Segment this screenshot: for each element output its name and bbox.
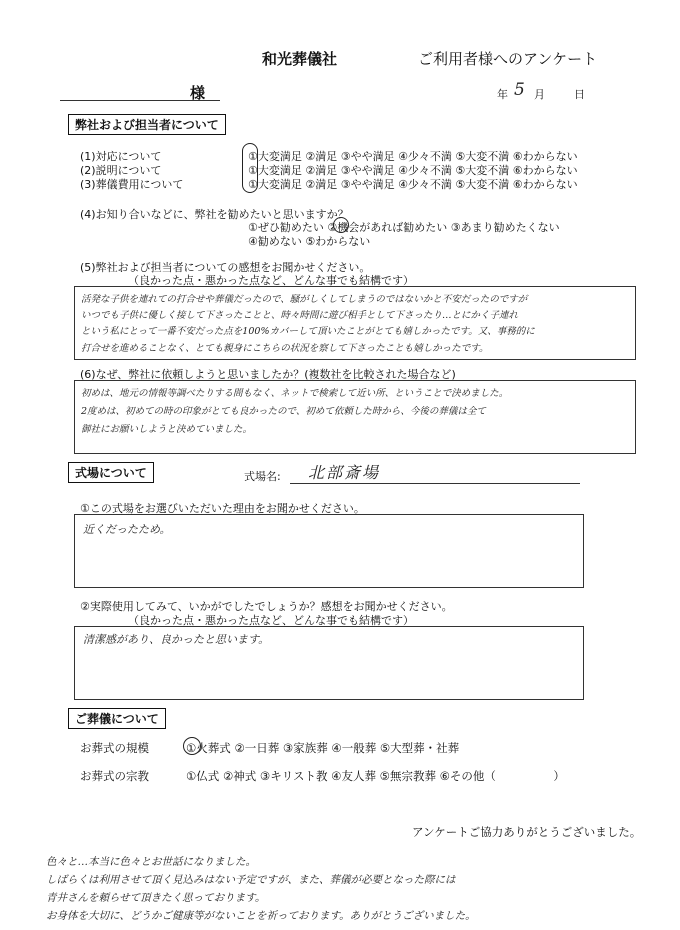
rating-label-1: (1)対応について (80, 150, 162, 163)
venue-q1-answer: 近くだったため。 (83, 523, 171, 536)
venue-q1: ①この式場をお選びいただいた理由をお聞かせください。 (80, 502, 365, 515)
company-name: 和光葬儀社 (262, 50, 338, 68)
date-month-value: 5 (514, 80, 527, 100)
rating-label-3: (3)葬儀費用について (80, 178, 184, 191)
date-month-label: 月 (534, 88, 545, 101)
rating-label-2: (2)説明について (80, 164, 162, 177)
q4-question: (4)お知り合いなどに、弊社を勧めたいと思いますか？ (80, 208, 349, 221)
survey-title: ご利用者様へのアンケート (418, 50, 598, 68)
religion-options: ①仏式 ②神式 ③キリスト教 ④友人葬 ⑤無宗教葬 ⑥その他（ ） (186, 769, 565, 783)
q6-answer-line-1: 初めは、地元の情報等調べたりする間もなく、ネットで検索して近い所、ということで決めました。 (81, 388, 509, 399)
sama-label: 様 (190, 84, 206, 102)
section-funeral-title: ご葬儀について (68, 708, 166, 729)
scale-options: ①火葬式 ②一日葬 ③家族葬 ④一般葬 ⑤大型葬・社葬 (186, 741, 460, 755)
q4-selection-circle (333, 217, 349, 233)
q5-answer-line-2: いつでも子供に優しく接して下さったことと、時々時間に遊び相手として下さったり…とにかく子連れ (81, 310, 519, 321)
venue-label: 式場名: (244, 470, 281, 483)
q4-options-line2: ④勧めない ⑤わからない (248, 235, 371, 248)
scale-label: お葬式の規模 (80, 741, 149, 755)
q5-answer-line-3: という私にとって一番不安だった点を100%カバーして頂いたことがとても嬉しかったです。又、事務的に (81, 326, 535, 337)
venue-q2-answer-box (74, 626, 584, 700)
rating-selection-circle (242, 143, 258, 193)
closing-note-line-3: 青井さんを頼らせて頂きたく思っております。 (46, 892, 266, 904)
thanks-text: アンケートご協力ありがとうございました。 (412, 825, 642, 839)
date-year-label: 年 (497, 88, 508, 101)
venue-value: 北部斎場 (308, 463, 381, 482)
q6-question: (6)なぜ、弊社に依頼しようと思いましたか？(複数社を比較された場合など) (80, 368, 456, 381)
venue-q2: ②実際使用してみて、いかがでしたでしょうか？感想をお聞かせください。 (80, 600, 453, 613)
q6-answer-line-3: 御社にお願いしようと決めていました。 (81, 424, 253, 435)
venue-q2-answer: 清潔感があり、良かったと思います。 (83, 633, 270, 646)
venue-q2-subtitle: （良かった点・悪かった点など、どんな事でも結構です） (128, 614, 414, 627)
q5-answer-box (74, 286, 636, 360)
religion-label: お葬式の宗教 (80, 769, 149, 783)
venue-q1-answer-box (74, 514, 584, 588)
rating-options-1: ①大変満足 ②満足 ③やや満足 ④少々不満 ⑤大変不満 ⑥わからない (248, 150, 578, 163)
q6-answer-line-2: 2度めは、初めての時の印象がとても良かったので、初めて依頼した時から、今後の葬儀は全て (81, 406, 486, 417)
scale-selection-circle (183, 737, 201, 755)
venue-underline (290, 483, 580, 484)
rating-options-2: ①大変満足 ②満足 ③やや満足 ④少々不満 ⑤大変不満 ⑥わからない (248, 164, 578, 177)
q5-answer-line-1: 活発な子供を連れての打合せや葬儀だったので、騒がしくしてしまうのではないかと不安だったのですが (81, 294, 528, 305)
section-company-title: 弊社および担当者について (68, 114, 226, 135)
q4-options-line1: ①ぜひ勧めたい ②機会があれば勧めたい ③あまり勧めたくない (248, 221, 560, 234)
q6-answer-box (74, 380, 636, 454)
closing-note-line-4: お身体を大切に、どうかご健康等がないことを祈っております。ありがとうございました。 (46, 910, 476, 922)
closing-note-line-1: 色々と…本当に色々とお世話になりました。 (46, 856, 256, 868)
q5-answer-line-4: 打合せを進めることなく、とても親身にこちらの状況を察して下さったことも嬉しかったです。 (81, 343, 489, 354)
date-day-label: 日 (574, 88, 585, 101)
q5-question: (5)弊社および担当者についての感想をお聞かせください。 (80, 261, 371, 274)
rating-options-3: ①大変満足 ②満足 ③やや満足 ④少々不満 ⑤大変不満 ⑥わからない (248, 178, 578, 191)
closing-note-line-2: しばらくは利用させて頂く見込みはない予定ですが、また、葬儀が必要となった際には (46, 874, 456, 886)
section-venue-title: 式場について (68, 462, 154, 483)
q5-subtitle: （良かった点・悪かった点など、どんな事でも結構です） (128, 274, 414, 287)
